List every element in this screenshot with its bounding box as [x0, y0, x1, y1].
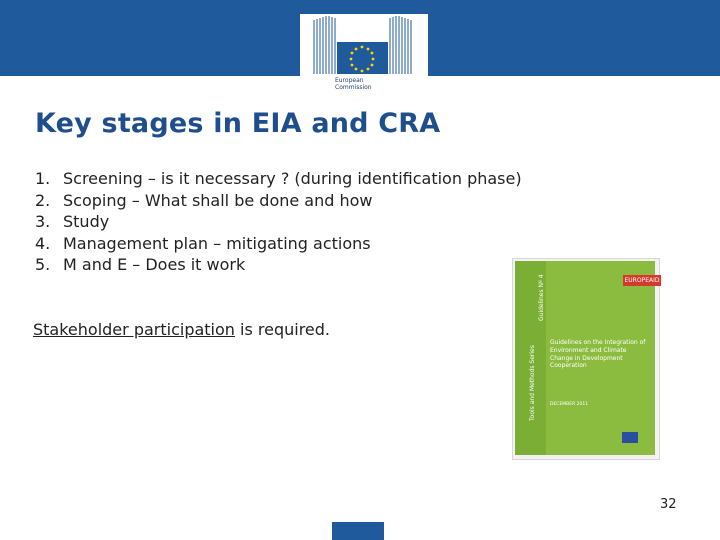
stakeholder-note-underlined: Stakeholder participation	[33, 320, 235, 339]
book-series-label: Tools and Methods Series	[529, 345, 536, 421]
stage-item	[35, 190, 522, 212]
stakeholder-note-rest: is required.	[234, 320, 330, 339]
stage-item	[35, 168, 522, 190]
book-title: Guidelines on the Integration of Environment and Climate Change in Development Cooperation	[550, 339, 646, 370]
book-guideline-number: Guidelines Nº 4	[538, 274, 545, 321]
stages-list	[35, 168, 522, 276]
stage-item	[35, 254, 522, 276]
stage-number: 5.	[35, 255, 51, 275]
bottom-tab	[332, 522, 384, 540]
guidelines-book-cover	[512, 258, 660, 460]
stage-text: Study	[63, 212, 110, 232]
page-number: 32	[660, 497, 677, 512]
stage-item	[35, 233, 522, 255]
stage-number: 4.	[35, 233, 51, 253]
stage-text: Scoping – What shall be done and how	[63, 190, 373, 210]
stakeholder-note	[33, 320, 330, 339]
slide-title: Key stages in EIA and CRA	[35, 108, 441, 139]
logo-text	[335, 77, 372, 91]
stage-number: 1.	[35, 169, 51, 188]
stage-item	[35, 211, 522, 233]
stage-number: 3.	[35, 212, 51, 232]
stage-text: Screening – is it necessary ? (during identification phase)	[63, 169, 522, 188]
logo-line-1: European	[335, 77, 364, 84]
stage-number: 2.	[35, 190, 51, 210]
stage-text: M and E – Does it work	[63, 255, 246, 275]
european-commission-logo	[300, 14, 428, 100]
stage-text: Management plan – mitigating actions	[63, 233, 371, 253]
logo-line-2: Commission	[335, 84, 372, 91]
europeaid-badge: EUROPEAID	[624, 277, 660, 284]
eu-flag-icon	[622, 432, 638, 443]
book-cover-green	[515, 261, 660, 455]
book-date: DECEMBER 2011	[550, 402, 589, 407]
